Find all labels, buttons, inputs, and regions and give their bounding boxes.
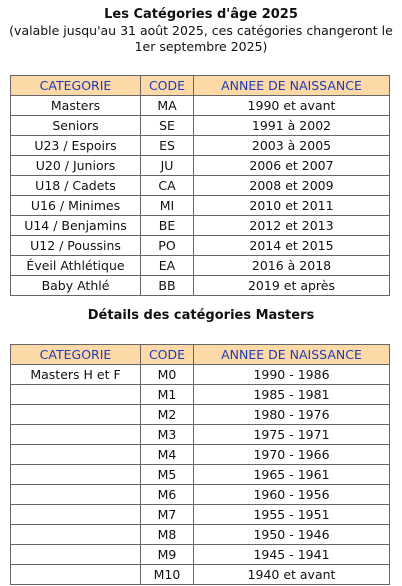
cell-annee: 2012 et 2013: [194, 216, 390, 236]
cell-code: M1: [141, 385, 194, 405]
page-title: Les Catégories d'âge 2025: [104, 7, 298, 22]
cell-annee: 2006 et 2007: [194, 156, 390, 176]
cell-categorie: [11, 385, 141, 405]
table-row: [11, 465, 390, 485]
table-row: [11, 545, 390, 565]
cell-code: M7: [141, 505, 194, 525]
table-row: [11, 136, 390, 156]
cell-categorie: U20 / Juniors: [11, 156, 141, 176]
table-row: [11, 525, 390, 545]
table-row: [11, 485, 390, 505]
cell-categorie: [11, 425, 141, 445]
cell-categorie: Masters: [11, 96, 141, 116]
cell-code: M5: [141, 465, 194, 485]
column-header-code: CODE: [141, 76, 194, 96]
cell-annee: 1975 - 1971: [194, 425, 390, 445]
cell-annee: 1945 - 1941: [194, 545, 390, 565]
table-row: [11, 96, 390, 116]
table-row: [11, 156, 390, 176]
table-row: [11, 505, 390, 525]
cell-categorie: [11, 485, 141, 505]
table-row: [11, 256, 390, 276]
cell-annee: 2016 à 2018: [194, 256, 390, 276]
cell-code: M10: [141, 565, 194, 585]
cell-annee: 1990 et avant: [194, 96, 390, 116]
table-row: [11, 276, 390, 296]
table-row: [11, 116, 390, 136]
cell-code: CA: [141, 176, 194, 196]
cell-categorie: [11, 465, 141, 485]
cell-code: M0: [141, 365, 194, 385]
table-row: [11, 445, 390, 465]
column-header-annee: ANNEE DE NAISSANCE: [194, 76, 390, 96]
age-categories-table: [10, 75, 390, 296]
cell-categorie: [11, 405, 141, 425]
table-row: [11, 405, 390, 425]
cell-annee: 1985 - 1981: [194, 385, 390, 405]
column-header-categorie: CATEGORIE: [11, 345, 141, 365]
cell-annee: 2008 et 2009: [194, 176, 390, 196]
cell-code: BE: [141, 216, 194, 236]
cell-categorie: U12 / Poussins: [11, 236, 141, 256]
cell-code: JU: [141, 156, 194, 176]
cell-annee: 1990 - 1986: [194, 365, 390, 385]
cell-categorie: Baby Athlé: [11, 276, 141, 296]
table-row: [11, 196, 390, 216]
column-header-annee: ANNEE DE NAISSANCE: [194, 345, 390, 365]
table-row: [11, 385, 390, 405]
cell-categorie: Éveil Athlétique: [11, 256, 141, 276]
section-title: Détails des catégories Masters: [87, 308, 315, 323]
cell-categorie: U18 / Cadets: [11, 176, 141, 196]
cell-code: M4: [141, 445, 194, 465]
cell-annee: 1950 - 1946: [194, 525, 390, 545]
cell-categorie: U16 / Minimes: [11, 196, 141, 216]
cell-code: BB: [141, 276, 194, 296]
cell-categorie: [11, 445, 141, 465]
cell-code: M2: [141, 405, 194, 425]
masters-categories-body: [11, 365, 390, 585]
cell-code: ES: [141, 136, 194, 156]
table-row: [11, 365, 390, 385]
column-header-code: CODE: [141, 345, 194, 365]
cell-categorie: [11, 525, 141, 545]
cell-code: M8: [141, 525, 194, 545]
cell-code: M3: [141, 425, 194, 445]
cell-code: SE: [141, 116, 194, 136]
table-header-row: [11, 76, 390, 96]
cell-code: M9: [141, 545, 194, 565]
masters-categories-table: [10, 344, 390, 585]
table-row: [11, 176, 390, 196]
age-categories-body: [11, 96, 390, 296]
cell-code: EA: [141, 256, 194, 276]
cell-annee: 1970 - 1966: [194, 445, 390, 465]
table-row: [11, 425, 390, 445]
cell-categorie: Masters H et F: [11, 365, 141, 385]
cell-categorie: U14 / Benjamins: [11, 216, 141, 236]
cell-categorie: [11, 505, 141, 525]
cell-categorie: [11, 545, 141, 565]
cell-annee: 2014 et 2015: [194, 236, 390, 256]
cell-annee: 1965 - 1961: [194, 465, 390, 485]
cell-code: M6: [141, 485, 194, 505]
cell-annee: 1991 à 2002: [194, 116, 390, 136]
cell-categorie: U23 / Espoirs: [11, 136, 141, 156]
cell-annee: 2010 et 2011: [194, 196, 390, 216]
page-subtitle: (valable jusqu'au 31 août 2025, ces catégories changeront le 1er septembre 2025): [9, 23, 393, 54]
cell-categorie: Seniors: [11, 116, 141, 136]
cell-code: MI: [141, 196, 194, 216]
cell-annee: 1960 - 1956: [194, 485, 390, 505]
table-row: [11, 216, 390, 236]
cell-code: PO: [141, 236, 194, 256]
cell-annee: 2019 et après: [194, 276, 390, 296]
column-header-categorie: CATEGORIE: [11, 76, 141, 96]
cell-annee: 2003 à 2005: [194, 136, 390, 156]
cell-annee: 1980 - 1976: [194, 405, 390, 425]
cell-annee: 1940 et avant: [194, 565, 390, 585]
cell-code: MA: [141, 96, 194, 116]
table-header-row: [11, 345, 390, 365]
cell-annee: 1955 - 1951: [194, 505, 390, 525]
cell-categorie: [11, 565, 141, 585]
table-row: [11, 236, 390, 256]
table-row: [11, 565, 390, 585]
